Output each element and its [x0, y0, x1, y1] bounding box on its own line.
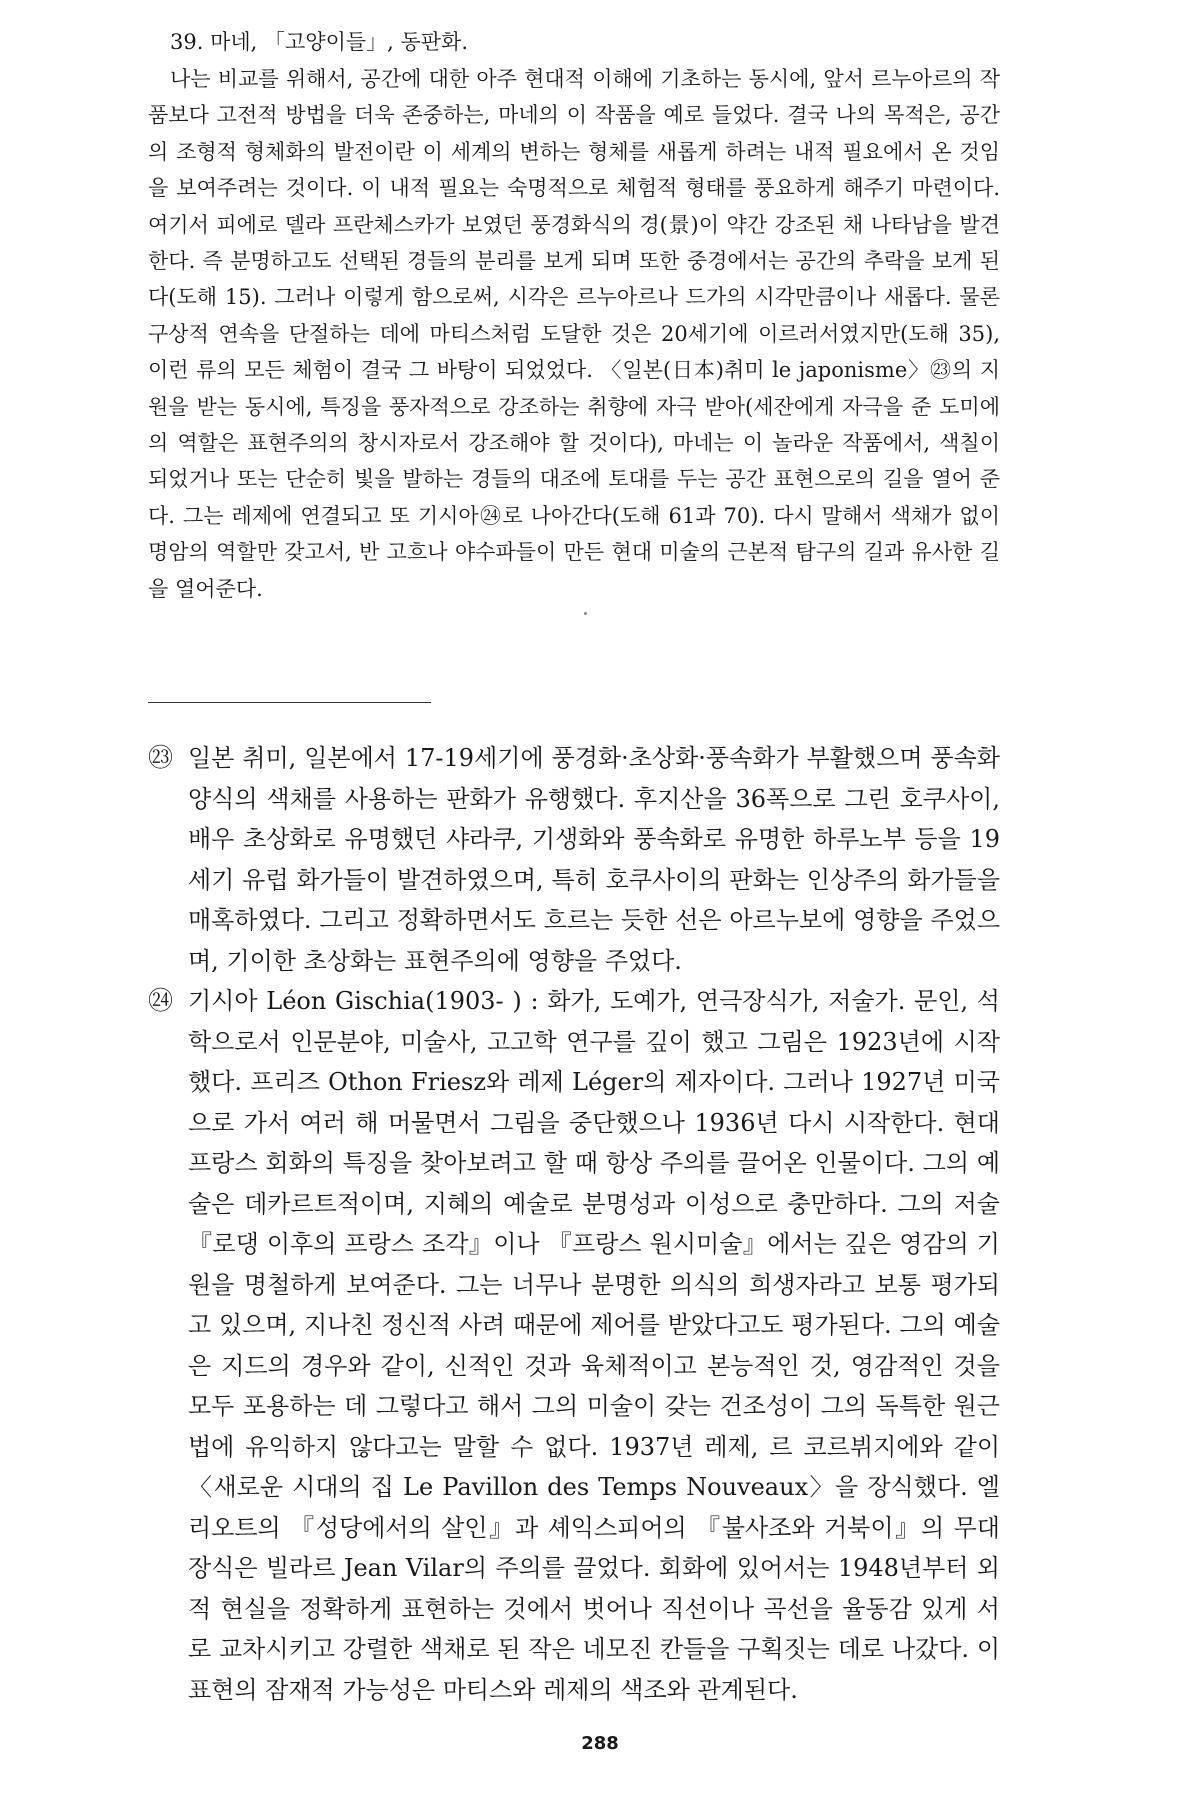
- footnote-number: ㉔: [148, 986, 174, 1015]
- page-number: 288: [581, 1733, 619, 1754]
- footnotes: [148, 738, 1000, 1710]
- figure-caption: 39. 마네, 「고양이들」, 동판화.: [170, 30, 469, 54]
- footnote-text: 일본 취미, 일본에서 17-19세기에 풍경화·초상화·풍속화가 부활했으며 풍속화 양식의 색채를 사용하는 판화가 유행했다. 후지산을 36폭으로 그린 호쿠사이, 배우 초상화로 유명했던 샤라쿠, 기생화와 풍속화로 유명한 하루노부 등을 19세기 유럽 화가들이 발견하였으며, 특히 호쿠사이의 판화는 인상주의 화가들을 매혹하였다. 그리고 정확하면서도 흐르는 듯한 선은 아르누보에 영향을 주었으며, 기이한 초상화는 표현주의에 영향을 주었다.: [188, 744, 1000, 975]
- body-paragraph: 나는 비교를 위해서, 공간에 대한 아주 현대적 이해에 기초하는 동시에, 앞서 르누아르의 작품보다 고전적 방법을 더욱 존중하는, 마네의 이 작품을 예로 들었다. 결국 나의 목적은, 공간의 조형적 형체화의 발전이란 이 세계의 변하는 형체를 새롭게 하려는 내적 필요에서 온 것임을 보여주려는 것이다. 이 내적 필요는 숙명적으로 체험적 형태를 풍요하게 해주기 마련이다. 여기서 피에로 델라 프란체스카가 보였던 풍경화식의 경(景)이 약간 강조된 채 나타남을 발견한다. 즉 분명하고도 선택된 경들의 분리를 보게 되며 또한 중경에서는 공간의 추락을 보게 된다(도해 15). 그러나 이렇게 함으로써, 시각은 르누아르나 드가의 시각만큼이나 새롭다. 물론 구상적 연속을 단절하는 데에 마티스처럼 도달한 것은 20세기에 이르러서였지만(도해 35), 이런 류의 모든 체험이 결국 그 바탕이 되었었다. 〈일본(日本)취미 le japonisme〉㉓의 지원을 받는 동시에, 특징을 풍자적으로 강조하는 취향에 자극 받아(세잔에게 자극을 준 도미에의 역할은 표현주의의 창시자로서 강조해야 할 것이다), 마네는 이 놀라운 작품에서, 색칠이 되었거나 또는 단순히 빛을 발하는 경들의 대조에 토대를 두는 공간 표현으로의 길을 열어 준다. 그는 레제에 연결되고 또 기시아㉔로 나아간다(도해 61과 70). 다시 말해서 색채가 없이 명암의 역할만 갖고서, 반 고흐나 야수파들이 만든 현대 미술의 근본적 탐구의 길과 유사한 길을 열어준다.: [148, 67, 1000, 601]
- footnote-text: 기시아 Léon Gischia(1903- ) : 화가, 도예가, 연극장식가, 저술가. 문인, 석학으로서 인문분야, 미술사, 고고학 연구를 깊이 했고 그림은 1923년에 시작했다. 프리즈 Othon Friesz와 레제 Léger의 제자이다. 그러나 1927년 미국으로 가서 여러 해 머물면서 그림을 중단했으나 1936년 다시 시작한다. 현대 프랑스 회화의 특징을 찾아보려고 할 때 항상 주의를 끌어온 인물이다. 그의 예술은 데카르트적이며, 지혜의 예술로 분명성과 이성으로 충만하다. 그의 저술 『로댕 이후의 프랑스 조각』이나 『프랑스 원시미술』에서는 깊은 영감의 기원을 명철하게 보여준다. 그는 너무나 분명한 의식의 희생자라고 보통 평가되고 있으며, 지나친 정신적 사려 때문에 제어를 받았다고도 평가된다. 그의 예술은 지드의 경우와 같이, 신적인 것과 육체적이고 본능적인 것, 영감적인 것을 모두 포용하는 데 그렇다고 해서 그의 미술이 갖는 건조성이 그의 독특한 원근법에 유익하지 않다고는 말할 수 없다. 1937년 레제, 르 코르뷔지에와 같이 〈새로운 시대의 집 Le Pavillon des Temps Nouveaux〉을 장식했다. 엘리오트의 『성당에서의 살인』과 셰익스피어의 『불사조와 거북이』의 무대장식은 빌라르 Jean Vilar의 주의를 끌었다. 회화에 있어서는 1948년부터 외적 현실을 정확하게 표현하는 것에서 벗어나 직선이나 곡선을 율동감 있게 서로 교차시키고 강렬한 색채로 된 작은 네모진 칸들을 구획짓는 데로 나갔다. 이 표현의 잠재적 가능성은 마티스와 레제의 색조와 관계된다.: [188, 987, 1000, 1704]
- footnote-23: [148, 738, 1000, 981]
- footnote-number: ㉓: [148, 743, 174, 772]
- scan-speck: [584, 612, 587, 615]
- footnote-24: [148, 981, 1000, 1710]
- footnote-separator: [148, 702, 431, 703]
